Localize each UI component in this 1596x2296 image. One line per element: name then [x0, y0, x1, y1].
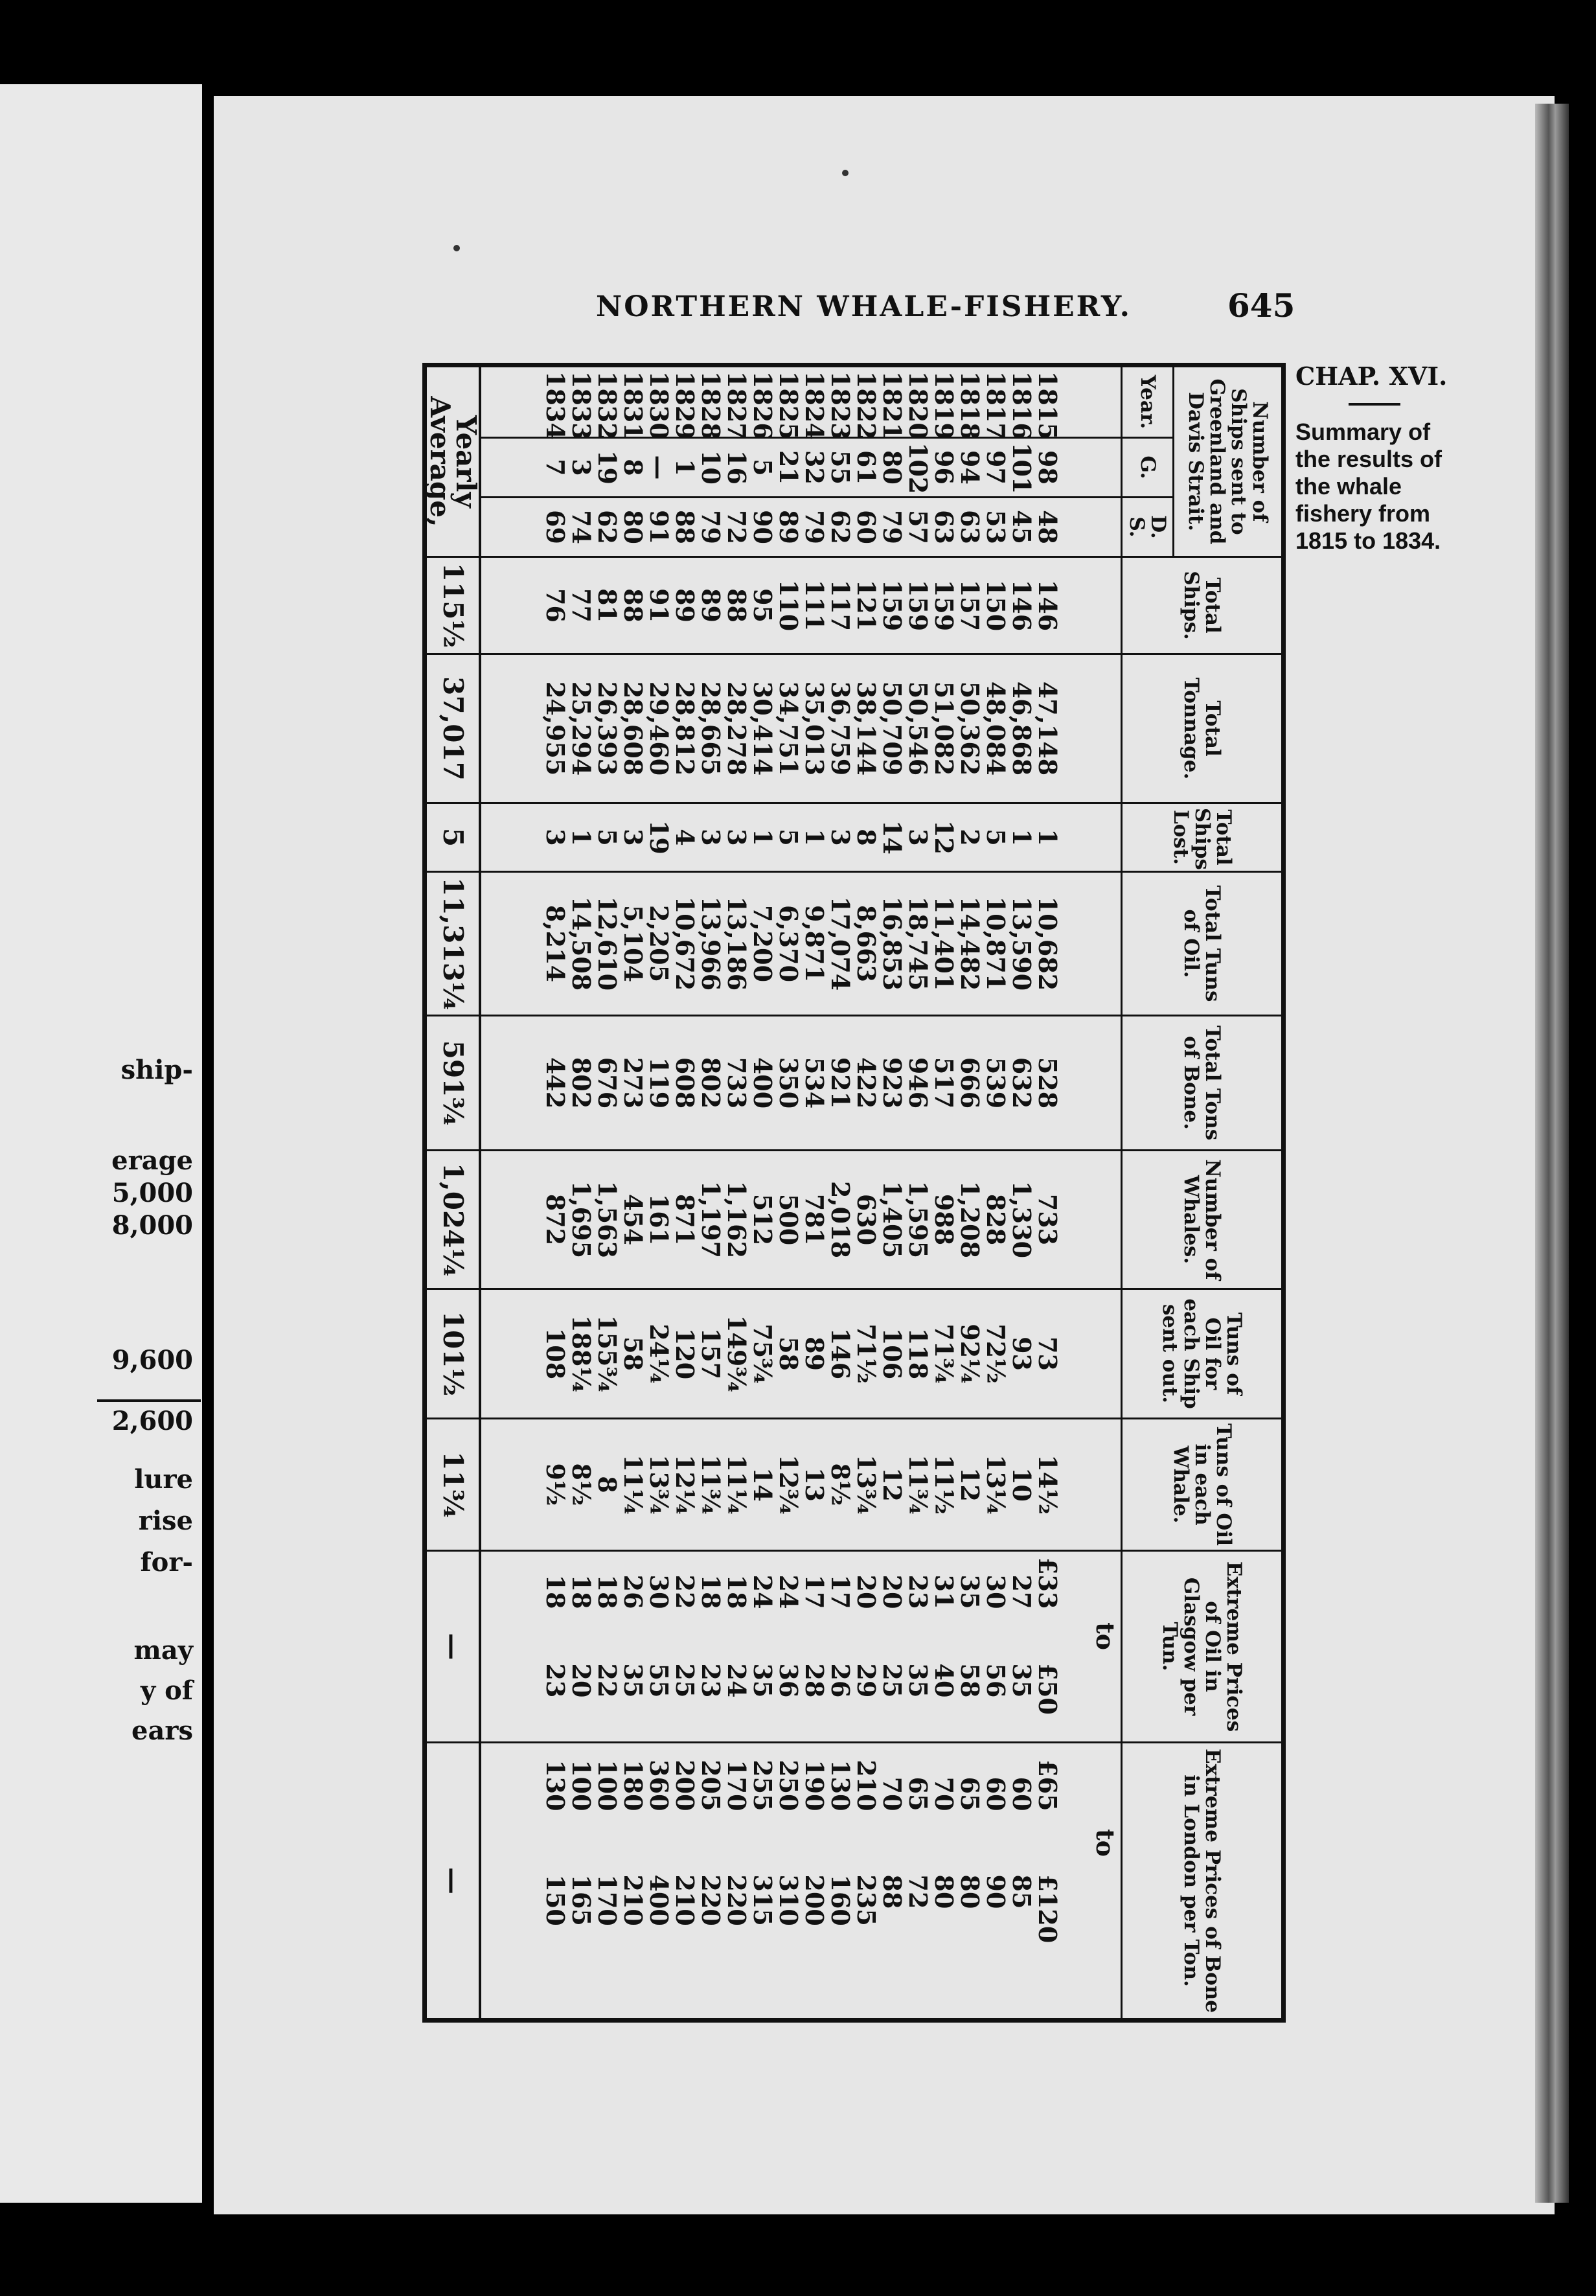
left-text-line: ship-: [120, 1055, 193, 1085]
left-rule: [97, 1399, 201, 1402]
whale-fishery-table: [423, 363, 1286, 2023]
header-davis-strait: D. S.: [1122, 498, 1174, 557]
header-ships-sent: Number of Ships sent to Greenland and Davis Strait.: [1174, 365, 1284, 557]
header-oil-price: Extreme Prices of Oil in Glasgow per Tun.: [1122, 1551, 1284, 1743]
column-ships-lost: 1 1 5 2 12 3 14 8 3 1 5 1 3 3 4 19 3 5 1 3: [481, 803, 1122, 872]
average-oil-per-whale: 11¾: [425, 1419, 481, 1551]
left-facing-page: [0, 84, 202, 2203]
average-tons-bone: 591¾: [425, 1016, 481, 1151]
header-whales: Number of Whales.: [1122, 1151, 1284, 1289]
header-tons-bone: Total Tons of Bone.: [1122, 1016, 1284, 1151]
header-oil-per-ship: Tuns of Oil for each Ship sent out.: [1122, 1289, 1284, 1419]
column-tuns-oil: 10,682 13,590 10,871 14,482 11,401 18,745 16,853 8,663 17,074 9,871 6,370 7,200 13,186 13,966 10,672 2,205 5,104 12,610 14,508 8,214: [481, 872, 1122, 1016]
column-oil-price-low: £33 27 30 35 31 23 20 20 17 17 24 24 18 18 22 30 26 18 18 18: [481, 1551, 1122, 1613]
header-tuns-oil: Total Tuns of Oil.: [1122, 872, 1284, 1016]
table-frame: [424, 363, 1286, 2018]
column-greenland: 98 101 97 94 96 102 80 61 55 32 21 5 16 10 1 — 8 19 3 7: [481, 438, 1122, 498]
header-year: Year.: [1122, 365, 1174, 438]
average-oil-per-ship: 101½: [425, 1289, 481, 1419]
rotated-table-container: [424, 363, 1286, 2018]
left-text-line: rise: [138, 1506, 193, 1536]
average-tuns-oil: 11,313¼: [425, 872, 481, 1016]
running-head: NORTHERN WHALE-FISHERY.: [596, 290, 1132, 323]
column-whales: 733 1,330 828 1,208 988 1,595 1,405 630 2,018 781 500 512 1,162 1,197 871 161 454 1,563 1,695 872: [481, 1151, 1122, 1289]
average-bone-price: —: [425, 1743, 481, 2021]
average-total-ships: 115½: [425, 557, 481, 654]
header-total-ships: Total Ships.: [1122, 557, 1284, 654]
average-total-tonnage: 37,017: [425, 654, 481, 803]
column-oil-per-whale: 14½ 10 13¼ 12 11½ 11¾ 12 13¾ 8½ 13 12¾ 14 11¼ 11¾ 12¼ 13¾ 11¼ 8 8½ 9½: [481, 1419, 1122, 1551]
column-oil-price-high: £50 35 56 58 40 35 25 29 26 28 36 35 24 23 25 55 35 22 20 23: [540, 1663, 1062, 1715]
column-total-ships: 146 146 150 157 159 159 159 121 117 111 110 95 88 89 89 91 88 81 77 76: [481, 557, 1122, 654]
column-tons-bone: 528 632 539 666 517 946 923 422 921 534 350 400 733 802 608 119 273 676 802 442: [481, 1016, 1122, 1151]
left-text-line: lure: [134, 1464, 193, 1495]
chapter-label: CHAP. XVI.: [1295, 362, 1448, 391]
bone-price-to: to: [1091, 1829, 1120, 1857]
column-bone-price-low: £65 60 60 65 70 65 70 210 130 190 250 255 170 205 200 360 180 100 100 130: [481, 1743, 1122, 1815]
header-bone-price: Extreme Prices of Bone in London per Ton.: [1122, 1743, 1284, 2021]
left-text-line: for-: [140, 1547, 193, 1578]
left-text-line: y of: [140, 1675, 193, 1706]
header-greenland: G.: [1122, 438, 1174, 498]
oil-price-to: to: [1091, 1622, 1120, 1650]
chapter-rule: [1349, 403, 1400, 406]
average-whales: 1,024¼: [425, 1151, 481, 1289]
column-bone-price-high: £120 85 90 80 80 72 88 235 160 200 310 315 220 220 210 400 210 170 165 150: [540, 1874, 1062, 1944]
page-number: 645: [1227, 286, 1295, 325]
average-ships-lost: 5: [425, 803, 481, 872]
column-davis-strait: 48 45 53 63 63 57 79 60 62 79 89 90 72 79 88 91 80 62 74 69: [481, 498, 1122, 557]
average-oil-price: —: [425, 1551, 481, 1743]
column-oil-per-ship: 73 93 72½ 92¼ 71¾ 118 106 71½ 146 89 58 75¾ 149¾ 157 120 24¼ 58 155¾ 188¼ 108: [481, 1289, 1122, 1419]
left-text-line: ears: [131, 1716, 193, 1746]
margin-note: Summary of the results of the whale fishery from 1815 to 1834.: [1295, 419, 1442, 554]
column-year: 1815 1816 1817 1818 1819 1820 1821 1822 1823 1824 1825 1826 1827 1828 1829 1830 1831 1832 1833 1834: [481, 365, 1122, 438]
speck: [842, 170, 849, 176]
left-text-line: 9,600: [111, 1345, 193, 1375]
left-text-line: erage: [111, 1145, 193, 1176]
average-label: Yearly Average,: [425, 365, 481, 557]
left-text-line: 8,000: [111, 1210, 193, 1241]
page-edge: [1535, 104, 1569, 2203]
header-ships-lost: Total Ships Lost.: [1122, 803, 1284, 872]
header-oil-per-whale: Tuns of Oil in each Whale.: [1122, 1419, 1284, 1551]
left-text-line: may: [133, 1635, 193, 1666]
left-text-line: 5,000: [111, 1178, 193, 1208]
header-total-tonnage: Total Tonnage.: [1122, 654, 1284, 803]
left-text-line: 2,600: [111, 1406, 193, 1436]
column-total-tonnage: 47,148 46,868 48,084 50,362 51,082 50,546 50,709 38,144 36,759 35,013 34,751 30,414 28,278 28,665 28,812 29,460 28,608 26,393 25,294 24,955: [481, 654, 1122, 803]
speck: [453, 245, 460, 251]
